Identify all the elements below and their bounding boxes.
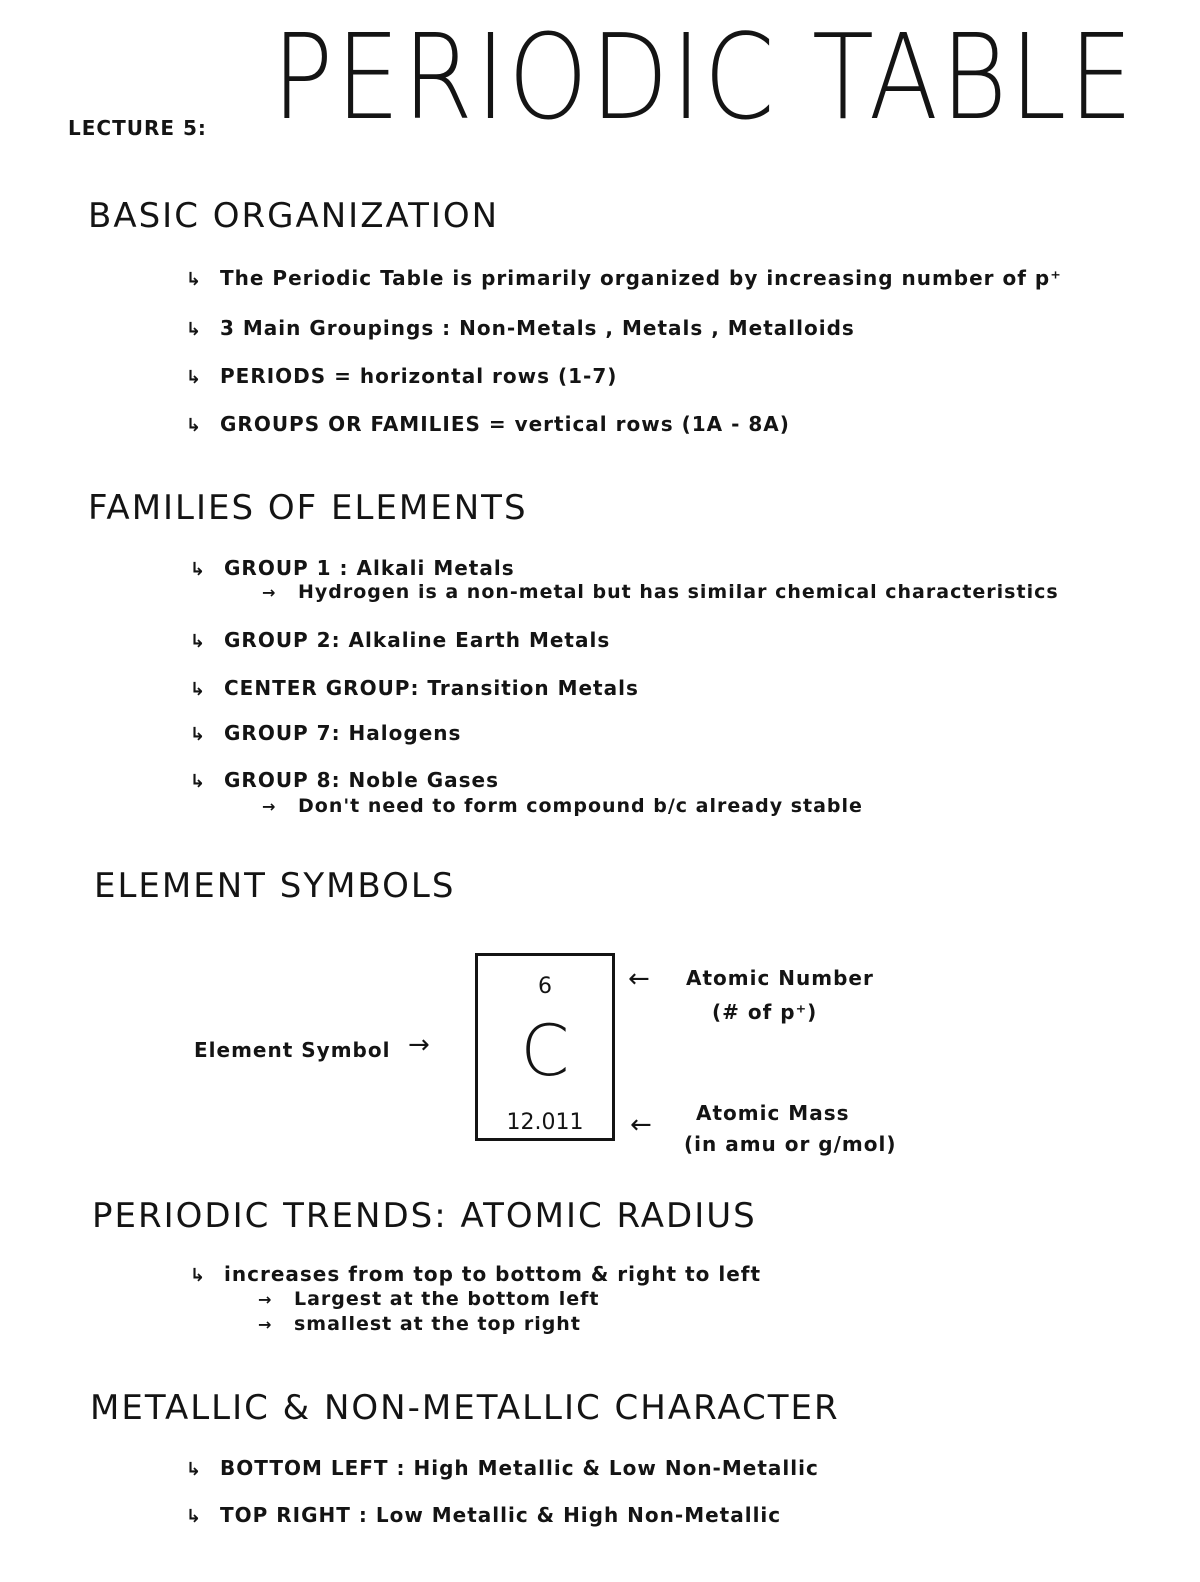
atomic-mass-value: 12.011 [506, 1110, 584, 1135]
item-text: GROUP 8: Noble Gases [224, 768, 500, 792]
list-item [186, 364, 617, 388]
list-item [186, 316, 855, 340]
label-atomic-mass-sub: (in amu or g/mol) [684, 1132, 897, 1156]
item-text: GROUP 2: Alkaline Earth Metals [224, 628, 611, 652]
item-text: GROUPS OR FAMILIES = vertical rows (1A - 8A) [220, 412, 790, 436]
list-item [190, 628, 610, 652]
label-atomic-mass: Atomic Mass [696, 1101, 850, 1125]
list-item [186, 1503, 781, 1527]
section-heading-atomic-radius: PERIODIC TRENDS: ATOMIC RADIUS [92, 1196, 757, 1236]
item-text: TOP RIGHT : Low Metallic & High Non-Metallic [220, 1503, 782, 1527]
hook-arrow-icon: ↳ [190, 559, 207, 580]
section-heading-families: FAMILIES OF ELEMENTS [88, 488, 528, 528]
section-heading-metallic-character: METALLIC & NON-METALLIC CHARACTER [90, 1388, 840, 1428]
lecture-label: LECTURE 5: [68, 116, 207, 140]
list-item [190, 768, 499, 792]
sub-list-item [262, 795, 863, 817]
hook-arrow-icon: ↳ [190, 771, 207, 792]
list-item [186, 412, 790, 436]
hook-arrow-icon: ↳ [186, 367, 203, 388]
hook-arrow-icon: ↳ [186, 1459, 203, 1480]
sub-item-text: Don't need to form compound b/c already stable [298, 795, 863, 817]
page-title: PERIODIC TABLE [272, 8, 1136, 146]
sub-item-text: Largest at the bottom left [294, 1288, 600, 1310]
sub-list-item [258, 1288, 599, 1310]
list-item [190, 556, 515, 580]
right-arrow-icon: → [258, 1290, 273, 1309]
hook-arrow-icon: ↳ [186, 1506, 203, 1527]
hook-arrow-icon: ↳ [186, 319, 203, 340]
section-heading-element-symbols: ELEMENT SYMBOLS [94, 866, 456, 906]
right-arrow-icon: → [408, 1030, 430, 1060]
list-item [190, 721, 461, 745]
left-arrow-icon: ← [630, 1110, 652, 1140]
sub-item-text: Hydrogen is a non-metal but has similar chemical characteristics [298, 581, 1059, 603]
list-item [190, 1262, 761, 1286]
hook-arrow-icon: ↳ [186, 415, 203, 436]
sub-list-item [262, 581, 1059, 603]
element-symbol-value: C [520, 1010, 570, 1092]
item-text: CENTER GROUP: Transition Metals [224, 676, 639, 700]
right-arrow-icon: → [258, 1315, 273, 1334]
list-item [186, 1456, 819, 1480]
item-text: GROUP 7: Halogens [224, 721, 462, 745]
sub-item-text: smallest at the top right [294, 1313, 581, 1335]
element-card [475, 953, 615, 1141]
list-item [190, 676, 639, 700]
hook-arrow-icon: ↳ [190, 724, 207, 745]
hook-arrow-icon: ↳ [190, 679, 207, 700]
item-text: PERIODS = horizontal rows (1-7) [220, 364, 618, 388]
right-arrow-icon: → [262, 583, 277, 602]
hook-arrow-icon: ↳ [186, 269, 203, 290]
item-text: The Periodic Table is primarily organized by increasing number of p⁺ [220, 266, 1062, 290]
left-arrow-icon: ← [628, 964, 650, 994]
atomic-number-value: 6 [538, 974, 552, 999]
hook-arrow-icon: ↳ [190, 1265, 207, 1286]
label-atomic-number: Atomic Number [686, 966, 874, 990]
label-element-symbol: Element Symbol [194, 1038, 391, 1062]
sub-list-item [258, 1313, 581, 1335]
item-text: increases from top to bottom & right to left [224, 1262, 762, 1286]
label-atomic-number-sub: (# of p⁺) [712, 1000, 818, 1024]
item-text: GROUP 1 : Alkali Metals [224, 556, 515, 580]
hook-arrow-icon: ↳ [190, 631, 207, 652]
list-item [186, 266, 1062, 290]
section-heading-basic-organization: BASIC ORGANIZATION [88, 196, 500, 236]
item-text: 3 Main Groupings : Non-Metals , Metals , Metalloids [220, 316, 855, 340]
right-arrow-icon: → [262, 797, 277, 816]
item-text: BOTTOM LEFT : High Metallic & Low Non-Metallic [220, 1456, 819, 1480]
